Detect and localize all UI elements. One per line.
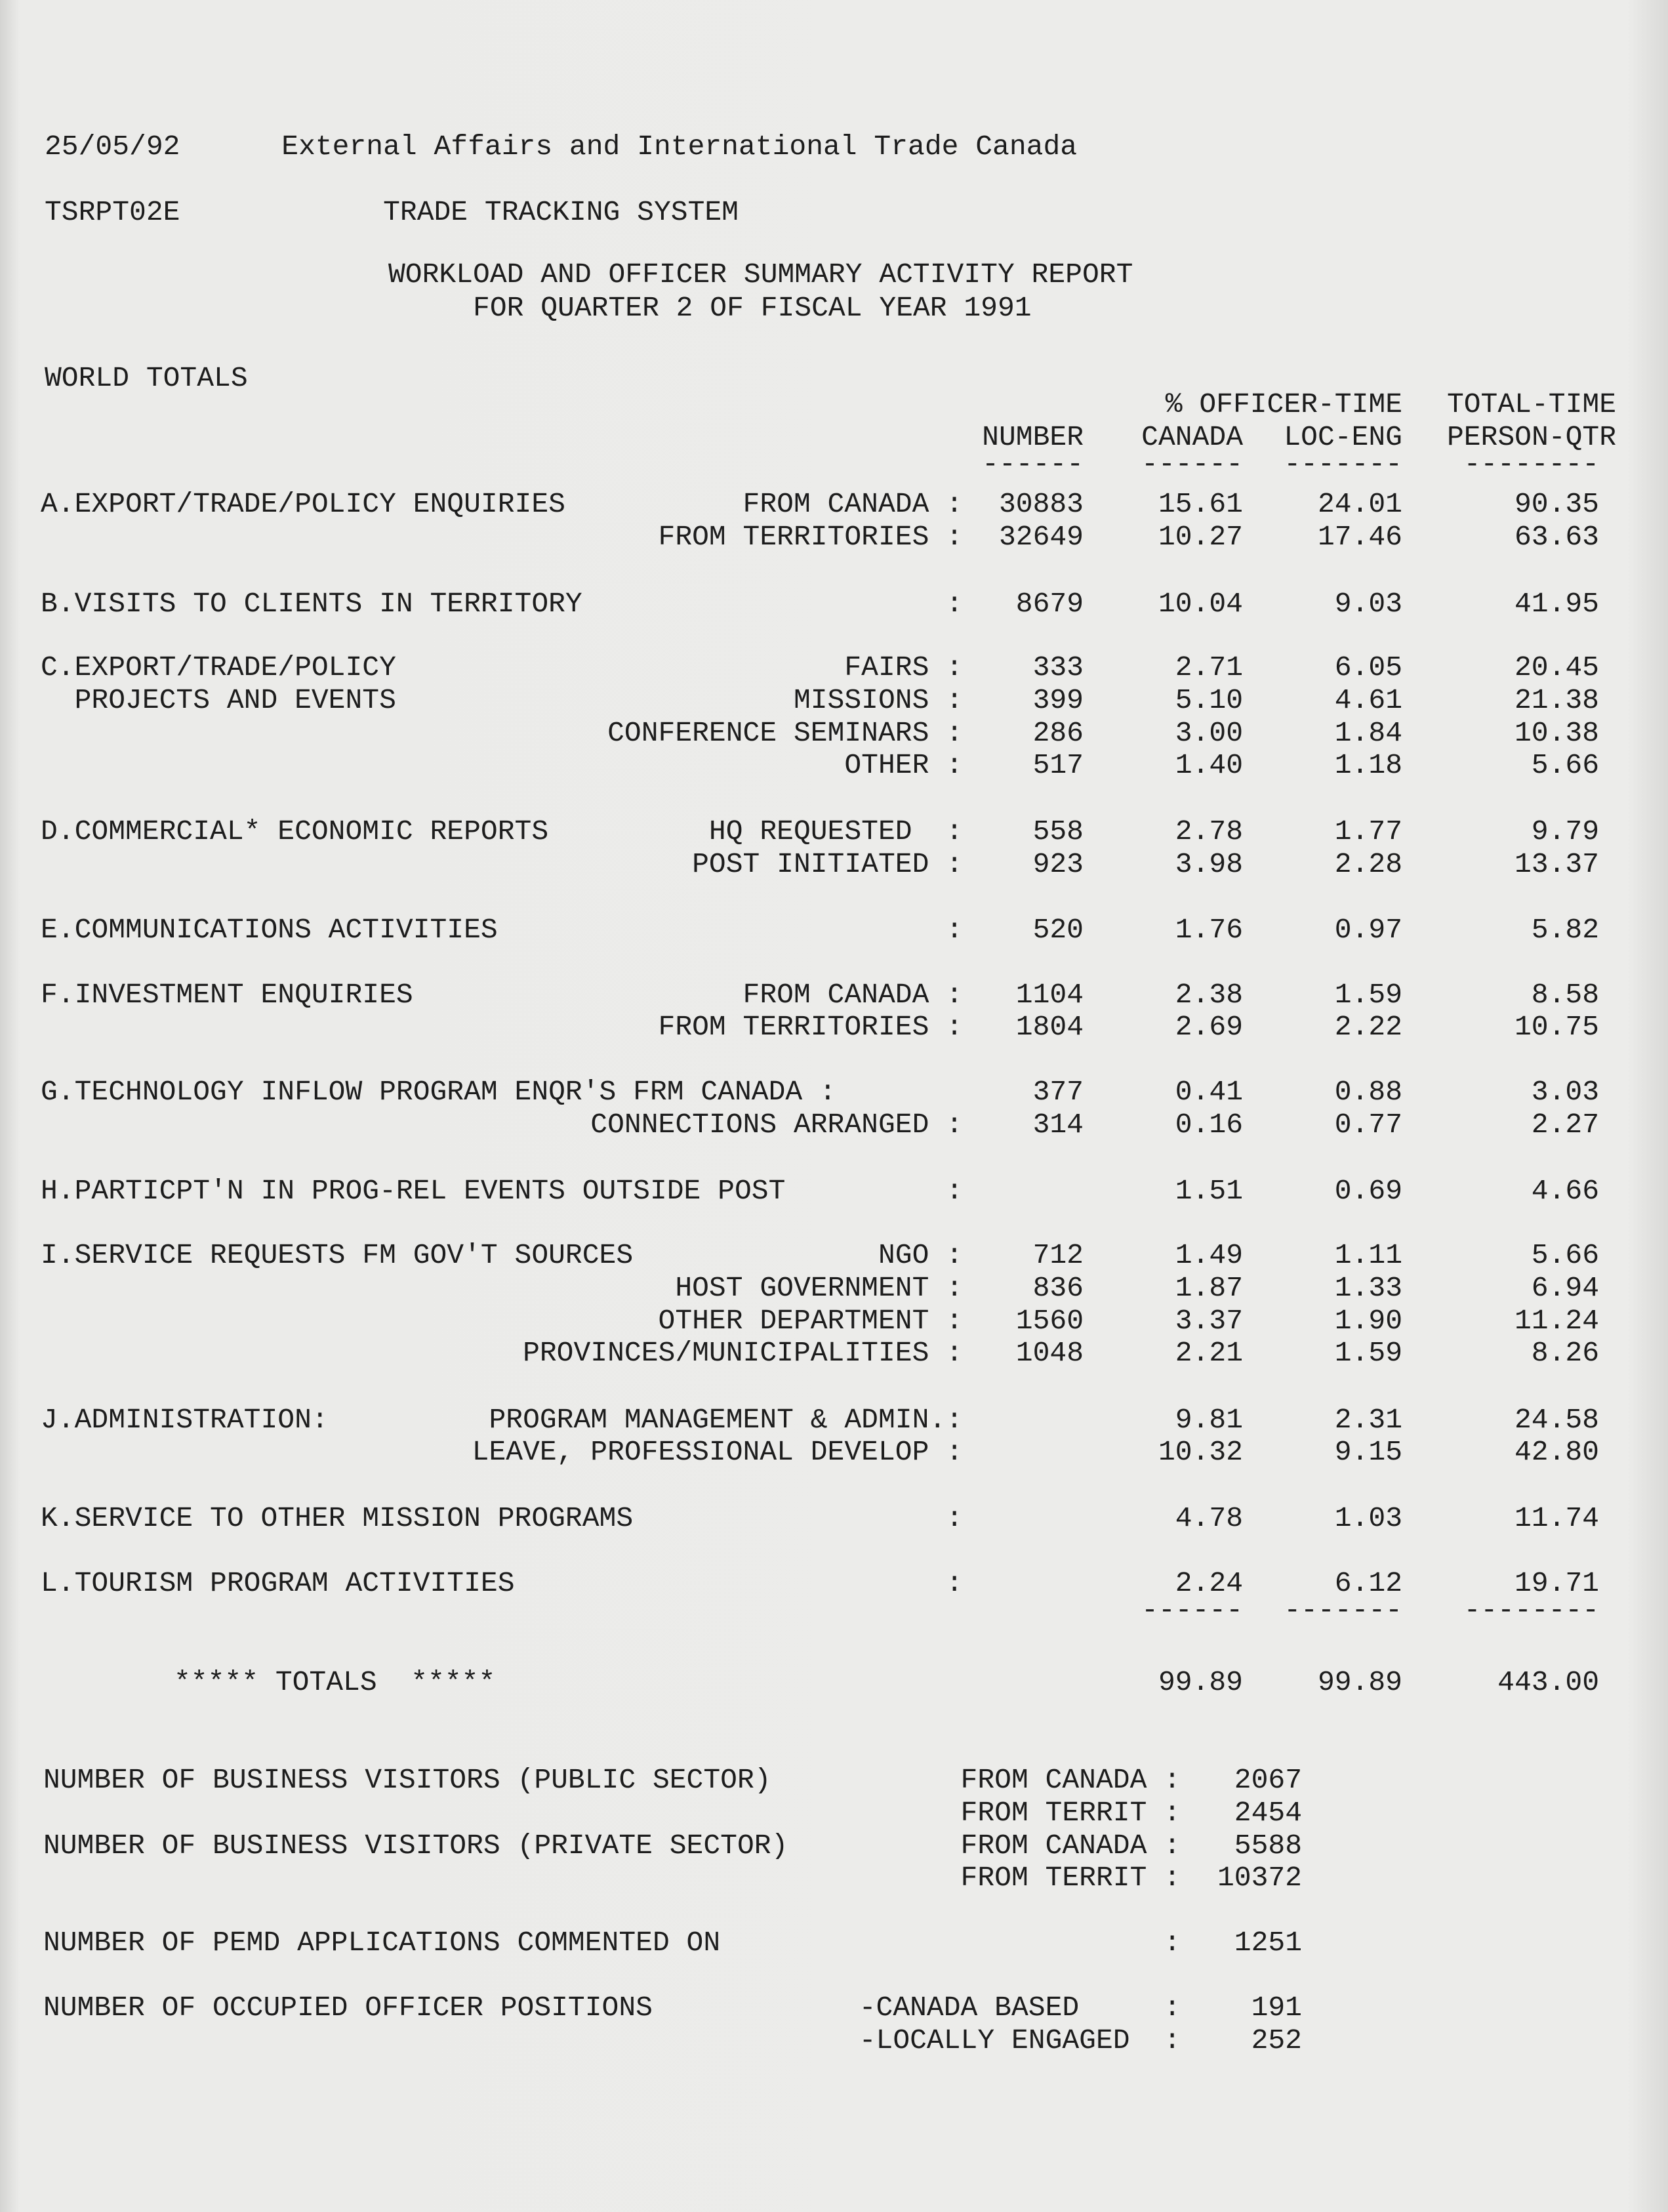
organization-name: External Affairs and International Trade Canada: [281, 131, 1078, 163]
row-sub-label: PROGRAM MANAGEMENT & ADMIN.:: [489, 1404, 963, 1436]
row-loc-eng-pct: 0.88: [1334, 1076, 1402, 1108]
row-person-qtr: 42.80: [1514, 1436, 1599, 1468]
row-item-label: PROJECTS AND EVENTS: [41, 684, 396, 716]
row-person-qtr: 2.27: [1531, 1109, 1599, 1141]
visitors-value: 2454: [1234, 1797, 1302, 1829]
row-item-label: A.EXPORT/TRADE/POLICY ENQUIRIES: [41, 488, 565, 520]
visitors-value: 2067: [1234, 1764, 1302, 1796]
col-header-loc-eng: LOC-ENG: [1284, 421, 1402, 453]
row-sub-label: HOST GOVERNMENT :: [675, 1272, 963, 1304]
report-id: TSRPT02E TRADE TRACKING SYSTEM: [45, 196, 739, 228]
positions-type: -CANADA BASED :: [859, 1992, 1181, 2024]
row-loc-eng-pct: 6.05: [1334, 651, 1402, 684]
col-group-total-time: TOTAL-TIME: [1446, 388, 1616, 420]
row-person-qtr: 20.45: [1514, 651, 1599, 684]
positions-value: 191: [1251, 1992, 1302, 2024]
row-canada-pct: 10.27: [1158, 521, 1243, 553]
row-number: 520: [1032, 914, 1084, 946]
row-person-qtr: 5.66: [1531, 749, 1599, 781]
header-rule: -------: [1284, 448, 1402, 480]
visitors-value: 10372: [1217, 1862, 1302, 1894]
row-loc-eng-pct: 1.59: [1334, 979, 1402, 1011]
row-person-qtr: 8.58: [1531, 979, 1599, 1011]
row-item-label: G.TECHNOLOGY INFLOW PROGRAM ENQR'S FRM CANADA :: [41, 1076, 836, 1108]
row-loc-eng-pct: 1.03: [1334, 1502, 1402, 1534]
positions-label: NUMBER OF OCCUPIED OFFICER POSITIONS: [43, 1992, 653, 2024]
col-header-number: NUMBER: [982, 421, 1084, 453]
row-person-qtr: 90.35: [1514, 488, 1599, 520]
row-sub-label: POST INITIATED :: [692, 848, 963, 880]
totals-rule: -------: [1284, 1594, 1402, 1626]
row-canada-pct: 2.38: [1175, 979, 1243, 1011]
row-loc-eng-pct: 1.18: [1334, 749, 1402, 781]
row-person-qtr: 10.75: [1514, 1011, 1599, 1043]
row-loc-eng-pct: 6.12: [1334, 1567, 1402, 1599]
section-label: WORLD TOTALS: [45, 362, 248, 394]
row-person-qtr: 21.38: [1514, 684, 1599, 716]
row-canada-pct: 1.40: [1175, 749, 1243, 781]
row-canada-pct: 0.16: [1175, 1109, 1243, 1141]
row-sub-label: :: [946, 914, 963, 946]
row-loc-eng-pct: 1.77: [1334, 815, 1402, 848]
totals-person-qtr: 443.00: [1497, 1666, 1599, 1698]
row-canada-pct: 1.49: [1175, 1239, 1243, 1271]
col-group-officer-time: % OFFICER-TIME: [1165, 388, 1402, 420]
row-item-label: J.ADMINISTRATION:: [41, 1404, 329, 1436]
row-loc-eng-pct: 2.22: [1334, 1011, 1402, 1043]
totals-label: ***** TOTALS *****: [174, 1666, 496, 1698]
row-canada-pct: 2.24: [1175, 1567, 1243, 1599]
row-loc-eng-pct: 4.61: [1334, 684, 1402, 716]
row-sub-label: OTHER DEPARTMENT :: [658, 1305, 963, 1337]
totals-canada: 99.89: [1158, 1666, 1243, 1698]
row-item-label: K.SERVICE TO OTHER MISSION PROGRAMS: [41, 1502, 634, 1534]
visitors-value: 5588: [1234, 1830, 1302, 1862]
row-loc-eng-pct: 0.69: [1334, 1175, 1402, 1207]
row-number: 1048: [1015, 1337, 1084, 1369]
row-sub-label: FROM TERRITORIES :: [658, 1011, 963, 1043]
row-canada-pct: 10.04: [1158, 588, 1243, 620]
row-person-qtr: 9.79: [1531, 815, 1599, 848]
row-sub-label: NGO :: [878, 1239, 963, 1271]
row-canada-pct: 1.87: [1175, 1272, 1243, 1304]
row-sub-label: CONFERENCE SEMINARS :: [607, 717, 963, 749]
row-number: 30883: [998, 488, 1084, 520]
row-canada-pct: 3.37: [1175, 1305, 1243, 1337]
row-person-qtr: 5.82: [1531, 914, 1599, 946]
row-item-label: C.EXPORT/TRADE/POLICY: [41, 651, 396, 684]
row-number: 517: [1032, 749, 1084, 781]
visitors-source: FROM CANADA :: [960, 1764, 1181, 1796]
row-sub-label: MISSIONS :: [793, 684, 963, 716]
row-person-qtr: 4.66: [1531, 1175, 1599, 1207]
pemd-label: NUMBER OF PEMD APPLICATIONS COMMENTED ON: [43, 1927, 721, 1959]
row-person-qtr: 63.63: [1514, 521, 1599, 553]
row-person-qtr: 3.03: [1531, 1076, 1599, 1108]
row-loc-eng-pct: 1.59: [1334, 1337, 1402, 1369]
row-item-label: B.VISITS TO CLIENTS IN TERRITORY: [41, 588, 582, 620]
row-loc-eng-pct: 1.84: [1334, 717, 1402, 749]
header-rule: ------: [982, 448, 1084, 480]
row-number: 286: [1032, 717, 1084, 749]
row-canada-pct: 9.81: [1175, 1404, 1243, 1436]
report-date: 25/05/92 External Affairs and International Trade Canada: [45, 131, 1078, 163]
row-number: 712: [1032, 1239, 1084, 1271]
positions-value: 252: [1251, 2024, 1302, 2057]
row-canada-pct: 3.98: [1175, 848, 1243, 880]
row-sub-label: :: [946, 588, 963, 620]
row-person-qtr: 19.71: [1514, 1567, 1599, 1599]
row-number: 1804: [1015, 1011, 1084, 1043]
visitors-label: NUMBER OF BUSINESS VISITORS (PUBLIC SECTOR): [43, 1764, 771, 1796]
row-loc-eng-pct: 1.33: [1334, 1272, 1402, 1304]
row-person-qtr: 13.37: [1514, 848, 1599, 880]
header-rule: --------: [1463, 448, 1599, 480]
row-loc-eng-pct: 0.77: [1334, 1109, 1402, 1141]
row-person-qtr: 24.58: [1514, 1404, 1599, 1436]
row-person-qtr: 41.95: [1514, 588, 1599, 620]
row-number: 1104: [1015, 979, 1084, 1011]
row-loc-eng-pct: 1.90: [1334, 1305, 1402, 1337]
row-person-qtr: 5.66: [1531, 1239, 1599, 1271]
header-rule: ------: [1141, 448, 1243, 480]
row-item-label: D.COMMERCIAL* ECONOMIC REPORTS: [41, 815, 549, 848]
totals-rule: ------: [1141, 1594, 1243, 1626]
row-person-qtr: 6.94: [1531, 1272, 1599, 1304]
row-sub-label: CONNECTIONS ARRANGED :: [590, 1109, 963, 1141]
totals-rule: --------: [1463, 1594, 1599, 1626]
row-sub-label: HQ REQUESTED :: [708, 815, 963, 848]
row-person-qtr: 8.26: [1531, 1337, 1599, 1369]
row-number: 399: [1032, 684, 1084, 716]
positions-type: -LOCALLY ENGAGED :: [859, 2024, 1181, 2057]
row-person-qtr: 11.24: [1514, 1305, 1599, 1337]
row-loc-eng-pct: 2.31: [1334, 1404, 1402, 1436]
report-title: WORKLOAD AND OFFICER SUMMARY ACTIVITY REPORT: [388, 258, 1133, 291]
col-header-canada: CANADA: [1141, 421, 1243, 453]
visitors-source: FROM CANADA :: [960, 1830, 1181, 1862]
row-item-label: F.INVESTMENT ENQUIRIES: [41, 979, 413, 1011]
row-person-qtr: 10.38: [1514, 717, 1599, 749]
row-sub-label: FROM TERRITORIES :: [658, 521, 963, 553]
row-loc-eng-pct: 9.15: [1334, 1436, 1402, 1468]
row-person-qtr: 11.74: [1514, 1502, 1599, 1534]
row-sub-label: OTHER :: [844, 749, 963, 781]
row-number: 333: [1032, 651, 1084, 684]
visitors-source: FROM TERRIT :: [960, 1797, 1181, 1829]
row-canada-pct: 2.21: [1175, 1337, 1243, 1369]
row-item-label: E.COMMUNICATIONS ACTIVITIES: [41, 914, 498, 946]
row-sub-label: :: [946, 1175, 963, 1207]
row-number: 8679: [1015, 588, 1084, 620]
row-canada-pct: 2.69: [1175, 1011, 1243, 1043]
visitors-source: FROM TERRIT :: [960, 1862, 1181, 1894]
row-loc-eng-pct: 1.11: [1334, 1239, 1402, 1271]
row-canada-pct: 2.71: [1175, 651, 1243, 684]
row-sub-label: FROM CANADA :: [742, 979, 963, 1011]
row-canada-pct: 10.32: [1158, 1436, 1243, 1468]
row-canada-pct: 3.00: [1175, 717, 1243, 749]
totals-loc-eng: 99.89: [1317, 1666, 1402, 1698]
row-sub-label: FAIRS :: [844, 651, 963, 684]
row-canada-pct: 1.76: [1175, 914, 1243, 946]
row-loc-eng-pct: 0.97: [1334, 914, 1402, 946]
row-sub-label: PROVINCES/MUNICIPALITIES :: [523, 1337, 963, 1369]
row-number: 377: [1032, 1076, 1084, 1108]
row-sub-label: :: [946, 1502, 963, 1534]
row-number: 32649: [998, 521, 1084, 553]
row-loc-eng-pct: 24.01: [1317, 488, 1402, 520]
row-canada-pct: 5.10: [1175, 684, 1243, 716]
row-loc-eng-pct: 9.03: [1334, 588, 1402, 620]
row-item-label: I.SERVICE REQUESTS FM GOV'T SOURCES: [41, 1239, 634, 1271]
row-sub-label: :: [946, 1567, 963, 1599]
pemd-value: 1251: [1234, 1927, 1302, 1959]
row-number: 1560: [1015, 1305, 1084, 1337]
row-sub-label: LEAVE, PROFESSIONAL DEVELOP :: [472, 1436, 963, 1468]
row-loc-eng-pct: 2.28: [1334, 848, 1402, 880]
col-header-person-qtr: PERSON-QTR: [1446, 421, 1616, 453]
row-sub-label: FROM CANADA :: [742, 488, 963, 520]
row-canada-pct: 2.78: [1175, 815, 1243, 848]
row-item-label: H.PARTICPT'N IN PROG-REL EVENTS OUTSIDE POST: [41, 1175, 786, 1207]
row-loc-eng-pct: 17.46: [1317, 521, 1402, 553]
row-item-label: L.TOURISM PROGRAM ACTIVITIES: [41, 1567, 515, 1599]
row-number: 923: [1032, 848, 1084, 880]
row-number: 836: [1032, 1272, 1084, 1304]
row-number: 558: [1032, 815, 1084, 848]
visitors-label: NUMBER OF BUSINESS VISITORS (PRIVATE SECTOR): [43, 1830, 788, 1862]
system-name: TRADE TRACKING SYSTEM: [383, 196, 739, 228]
row-canada-pct: 4.78: [1175, 1502, 1243, 1534]
row-canada-pct: 15.61: [1158, 488, 1243, 520]
row-canada-pct: 1.51: [1175, 1175, 1243, 1207]
row-canada-pct: 0.41: [1175, 1076, 1243, 1108]
report-subtitle: FOR QUARTER 2 OF FISCAL YEAR 1991: [473, 292, 1032, 324]
pemd-separator: :: [1164, 1927, 1181, 1959]
row-number: 314: [1032, 1109, 1084, 1141]
